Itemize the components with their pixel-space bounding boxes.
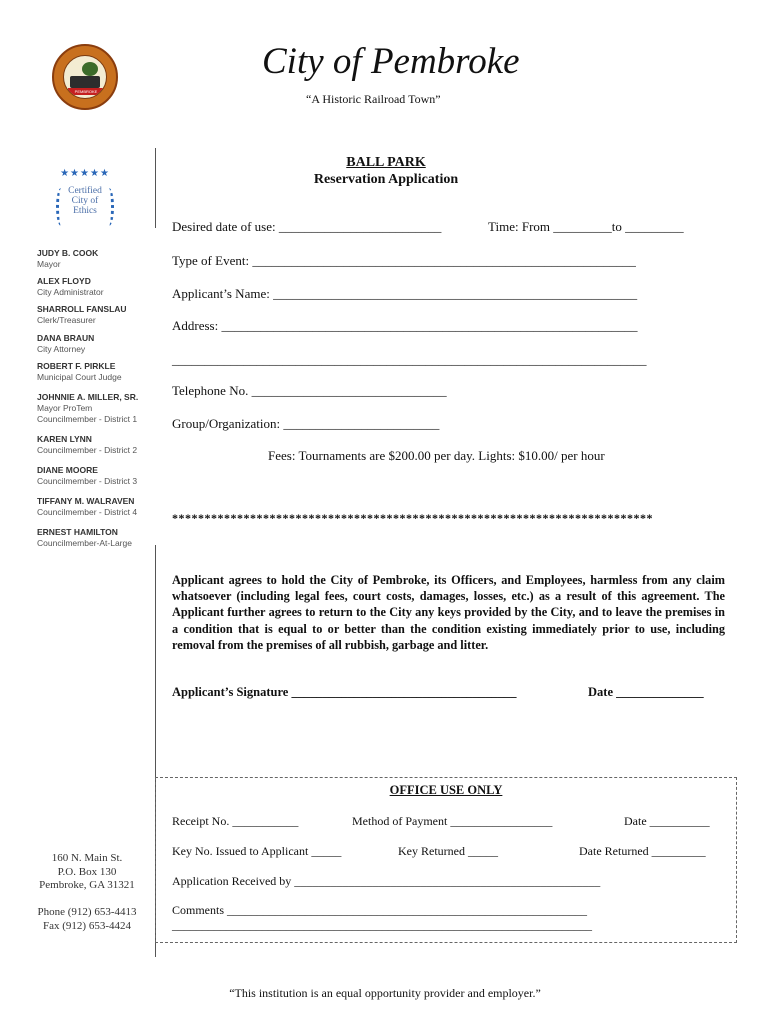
address-city: Pembroke, GA 31321: [39, 879, 135, 891]
asterisk-divider: **************************************************************************: [172, 511, 653, 525]
official-name: DANA BRAUN: [37, 333, 95, 343]
fees-text: Fees: Tournaments are $200.00 per day. Lights: $10.00/ per hour: [268, 448, 605, 463]
city-seal-logo: [52, 44, 118, 110]
ethics-line: Certified: [68, 186, 102, 196]
agreement-text: Applicant agrees to hold the City of Pembroke, its Officers, and Employees, harmless from any claim whatsoever (including legal fees, court costs, damages, losses, etc.) as a result of this agreement. The Applicant further agrees to return to the City any keys provided by the City, and to leave the premises in a condition that is equal to or better than the condition existing immediately prior to use, including removal from the premises of all rubbish, garbage and litter.: [172, 573, 725, 652]
official-entry: [37, 527, 132, 549]
ethics-line: City of: [71, 196, 99, 206]
key-returned-field[interactable]: Key Returned _____: [398, 844, 498, 858]
official-entry: [37, 434, 137, 456]
official-entry: [37, 248, 98, 270]
seal-inner: [63, 55, 107, 99]
address-street: 160 N. Main St.: [51, 852, 123, 864]
signature-label[interactable]: Applicant’s Signature ____________________________________: [172, 685, 517, 699]
official-name: ALEX FLOYD: [37, 276, 91, 286]
form-title: BALL PARK: [346, 155, 426, 170]
office-use-title: OFFICE USE ONLY: [389, 783, 503, 797]
comments-field[interactable]: Comments ____________________________________________________________: [172, 903, 588, 917]
official-name: TIFFANY M. WALRAVEN: [37, 496, 135, 506]
official-title: Councilmember - District 4: [37, 507, 138, 517]
official-title: Clerk/Treasurer: [37, 315, 96, 325]
official-entry: [37, 333, 94, 355]
desired-date-field[interactable]: Desired date of use: _________________________: [172, 219, 442, 234]
seal-tree-icon: [82, 62, 98, 76]
official-title: City Attorney: [37, 344, 86, 354]
time-field[interactable]: Time: From _________to _________: [488, 219, 684, 234]
telephone-field[interactable]: Telephone No. ______________________________: [172, 383, 447, 398]
city-title: City of Pembroke: [262, 41, 520, 82]
address-field-line-2[interactable]: _________________________________________________________________________: [172, 352, 647, 367]
office-date-field[interactable]: Date __________: [624, 814, 710, 828]
official-entry: [37, 276, 104, 298]
received-by-field[interactable]: Application Received by ___________________________________________________: [172, 874, 601, 888]
official-title: Mayor: [37, 259, 61, 269]
address-field[interactable]: Address: ________________________________________________________________: [172, 318, 638, 333]
certified-city-of-ethics-badge: [52, 168, 118, 232]
contact-numbers: [24, 906, 150, 933]
tagline: “A Historic Railroad Town”: [306, 92, 441, 106]
official-title: Councilmember-At-Large: [37, 538, 132, 548]
official-name: ERNEST HAMILTON: [37, 527, 118, 537]
group-organization-field[interactable]: Group/Organization: ________________________: [172, 416, 440, 431]
official-name: JOHNNIE A. MILLER, SR.: [37, 392, 139, 402]
official-name: KAREN LYNN: [37, 434, 92, 444]
official-name: DIANE MOORE: [37, 465, 98, 475]
official-title: Councilmember - District 1: [37, 414, 138, 424]
official-entry: [37, 392, 138, 425]
seal-banner: PEMBROKE: [68, 88, 104, 95]
equal-opportunity-statement: “This institution is an equal opportunity provider and employer.”: [229, 986, 541, 1000]
official-entry: [37, 496, 137, 518]
official-title: Mayor ProTem: [37, 403, 93, 413]
official-title: Municipal Court Judge: [37, 372, 122, 382]
ethics-text: [52, 186, 118, 216]
official-name: JUDY B. COOK: [37, 248, 99, 258]
official-name: SHARROLL FANSLAU: [37, 304, 127, 314]
official-entry: [37, 304, 127, 326]
official-title: Councilmember - District 3: [37, 476, 138, 486]
mailing-address: [24, 852, 150, 893]
date-returned-field[interactable]: Date Returned _________: [579, 844, 706, 858]
official-name: ROBERT F. PIRKLE: [37, 361, 116, 371]
payment-method-field[interactable]: Method of Payment _________________: [352, 814, 553, 828]
official-title: City Administrator: [37, 287, 104, 297]
seal-train-icon: [70, 76, 100, 88]
ethics-line: Ethics: [73, 206, 97, 216]
signature-date-field[interactable]: Date ______________: [588, 685, 704, 699]
phone-number: Phone (912) 653-4413: [37, 906, 137, 918]
event-type-field[interactable]: Type of Event: ___________________________________________________________: [172, 253, 636, 268]
applicant-name-field[interactable]: Applicant’s Name: ________________________________________________________: [172, 286, 638, 301]
key-issued-field[interactable]: Key No. Issued to Applicant _____: [172, 844, 342, 858]
address-pobox: P.O. Box 130: [57, 865, 117, 878]
comments-field-line-2[interactable]: ______________________________________________________________________: [172, 918, 592, 932]
official-entry: [37, 361, 122, 383]
stars-icon: ★★★★★: [60, 168, 110, 179]
applicant-signature-field[interactable]: [172, 685, 516, 700]
official-title: Councilmember - District 2: [37, 445, 138, 455]
fax-number: Fax (912) 653-4424: [43, 919, 131, 932]
receipt-number-field[interactable]: Receipt No. ___________: [172, 814, 299, 828]
official-entry: [37, 465, 137, 487]
form-subtitle: Reservation Application: [313, 172, 459, 187]
